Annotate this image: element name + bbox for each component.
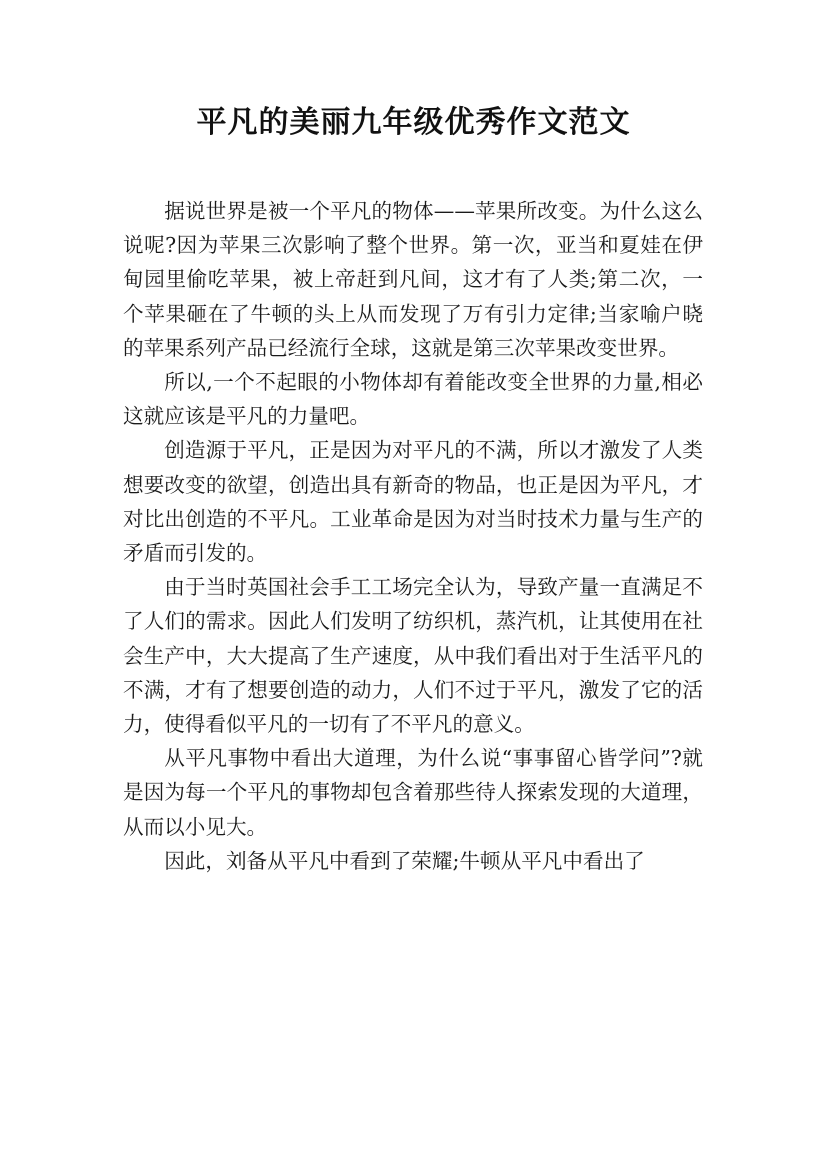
paragraph-2: 所以,一个不起眼的小物体却有着能改变全世界的力量,相必这就应该是平凡的力量吧。 — [123, 370, 703, 429]
paragraph-1: 据说世界是被一个平凡的物体——苹果所改变。为什么这么说呢?因为苹果三次影响了整个世界。第一次，亚当和夏娃在伊甸园里偷吃苹果，被上帝赶到凡间，这才有了人类;第二次，一个苹果砸在了牛顿的头上从而发现了万有引力定律;当家喻户晓的苹果系列产品已经流行全球，这就是第三次苹果改变世界。 — [123, 199, 703, 360]
document-title: 平凡的美丽九年级优秀作文范文 — [196, 105, 631, 140]
paragraph-4: 由于当时英国社会手工工场完全认为，导致产量一直满足不了人们的需求。因此人们发明了纺织机，蒸汽机，让其使用在社会生产中，大大提高了生产速度，从中我们看出对于生活平凡的不满，才有了想要创造的动力，人们不过于平凡，激发了它的活力，使得看似平凡的一切有了不平凡的意义。 — [123, 575, 703, 737]
paragraph-6: 因此，刘备从平凡中看到了荣耀;牛顿从平凡中看出了 — [164, 848, 645, 873]
paragraph-5: 从平凡事物中看出大道理，为什么说“事事留心皆学问”?就是因为每一个平凡的事物却包含着那些待人探索发现的大道理，从而以小见大。 — [123, 746, 703, 839]
paragraph-3: 创造源于平凡，正是因为对平凡的不满，所以才激发了人类想要改变的欲望，创造出具有新奇的物品，也正是因为平凡，才对比出创造的不平凡。工业革命是因为对当时技术力量与生产的矛盾而引发的。 — [123, 438, 703, 566]
document-body — [123, 194, 703, 878]
